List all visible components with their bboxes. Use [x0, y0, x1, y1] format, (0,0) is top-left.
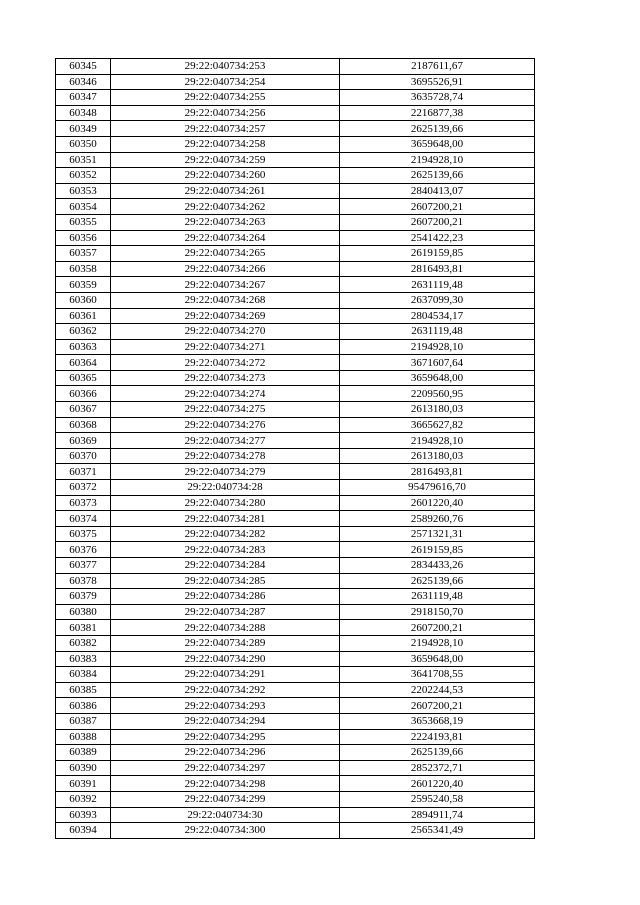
table-row: [56, 464, 535, 480]
value-cell: 2631119,48: [340, 324, 535, 340]
table-row: [56, 667, 535, 683]
cadastral-number-cell: 29:22:040734:270: [111, 324, 340, 340]
row-number-cell: 60360: [56, 292, 111, 308]
table-row: [56, 152, 535, 168]
value-cell: 2224193,81: [340, 729, 535, 745]
row-number-cell: 60369: [56, 433, 111, 449]
table-row: [56, 526, 535, 542]
row-number-cell: 60392: [56, 791, 111, 807]
cadastral-number-cell: 29:22:040734:277: [111, 433, 340, 449]
table-row: [56, 558, 535, 574]
row-number-cell: 60367: [56, 402, 111, 418]
cadastral-number-cell: 29:22:040734:269: [111, 308, 340, 324]
cadastral-number-cell: 29:22:040734:256: [111, 105, 340, 121]
cadastral-number-cell: 29:22:040734:282: [111, 526, 340, 542]
cadastral-number-cell: 29:22:040734:297: [111, 760, 340, 776]
cadastral-number-cell: 29:22:040734:262: [111, 199, 340, 215]
cadastral-number-cell: 29:22:040734:293: [111, 698, 340, 714]
cadastral-number-cell: 29:22:040734:280: [111, 495, 340, 511]
cadastral-number-cell: 29:22:040734:281: [111, 511, 340, 527]
value-cell: 2637099,30: [340, 292, 535, 308]
row-number-cell: 60351: [56, 152, 111, 168]
row-number-cell: 60378: [56, 573, 111, 589]
row-number-cell: 60394: [56, 823, 111, 839]
table-row: [56, 791, 535, 807]
table-row: [56, 604, 535, 620]
row-number-cell: 60393: [56, 807, 111, 823]
value-cell: 2834433,26: [340, 558, 535, 574]
table-row: [56, 402, 535, 418]
row-number-cell: 60357: [56, 246, 111, 262]
row-number-cell: 60346: [56, 74, 111, 90]
value-cell: 2601220,40: [340, 495, 535, 511]
value-cell: 2541422,23: [340, 230, 535, 246]
cadastral-number-cell: 29:22:040734:267: [111, 277, 340, 293]
cadastral-number-cell: 29:22:040734:261: [111, 183, 340, 199]
cadastral-number-cell: 29:22:040734:291: [111, 667, 340, 683]
row-number-cell: 60370: [56, 448, 111, 464]
value-cell: 2571321,31: [340, 526, 535, 542]
value-cell: 2619159,85: [340, 246, 535, 262]
table-row: [56, 729, 535, 745]
table-row: [56, 355, 535, 371]
table-row: [56, 620, 535, 636]
value-cell: 2607200,21: [340, 698, 535, 714]
document-page: [55, 58, 535, 839]
value-cell: 2804534,17: [340, 308, 535, 324]
value-cell: 2607200,21: [340, 620, 535, 636]
row-number-cell: 60385: [56, 682, 111, 698]
value-cell: 2613180,03: [340, 448, 535, 464]
row-number-cell: 60373: [56, 495, 111, 511]
value-cell: 2194928,10: [340, 339, 535, 355]
value-cell: 2607200,21: [340, 199, 535, 215]
value-cell: 3695526,91: [340, 74, 535, 90]
value-cell: 2625139,66: [340, 168, 535, 184]
value-cell: 2194928,10: [340, 433, 535, 449]
cadastral-number-cell: 29:22:040734:292: [111, 682, 340, 698]
table-row: [56, 417, 535, 433]
value-cell: 2607200,21: [340, 214, 535, 230]
cadastral-number-cell: 29:22:040734:290: [111, 651, 340, 667]
row-number-cell: 60354: [56, 199, 111, 215]
value-cell: 2216877,38: [340, 105, 535, 121]
cadastral-number-cell: 29:22:040734:299: [111, 791, 340, 807]
table-row: [56, 261, 535, 277]
row-number-cell: 60363: [56, 339, 111, 355]
table-row: [56, 230, 535, 246]
row-number-cell: 60347: [56, 90, 111, 106]
row-number-cell: 60366: [56, 386, 111, 402]
row-number-cell: 60388: [56, 729, 111, 745]
row-number-cell: 60359: [56, 277, 111, 293]
table-row: [56, 339, 535, 355]
cadastral-number-cell: 29:22:040734:254: [111, 74, 340, 90]
value-cell: 2816493,81: [340, 261, 535, 277]
table-row: [56, 542, 535, 558]
cadastral-number-cell: 29:22:040734:276: [111, 417, 340, 433]
value-cell: 3659648,00: [340, 370, 535, 386]
value-cell: 2202244,53: [340, 682, 535, 698]
table-row: [56, 136, 535, 152]
row-number-cell: 60350: [56, 136, 111, 152]
table-row: [56, 589, 535, 605]
cadastral-number-cell: 29:22:040734:295: [111, 729, 340, 745]
value-cell: 2187611,67: [340, 59, 535, 75]
row-number-cell: 60389: [56, 745, 111, 761]
row-number-cell: 60352: [56, 168, 111, 184]
value-cell: 2918150,70: [340, 604, 535, 620]
table-row: [56, 682, 535, 698]
row-number-cell: 60356: [56, 230, 111, 246]
cadastral-number-cell: 29:22:040734:271: [111, 339, 340, 355]
row-number-cell: 60374: [56, 511, 111, 527]
row-number-cell: 60390: [56, 760, 111, 776]
cadastral-number-cell: 29:22:040734:298: [111, 776, 340, 792]
cadastral-number-cell: 29:22:040734:268: [111, 292, 340, 308]
cadastral-number-cell: 29:22:040734:265: [111, 246, 340, 262]
value-cell: 2894911,74: [340, 807, 535, 823]
value-cell: 2852372,71: [340, 760, 535, 776]
row-number-cell: 60377: [56, 558, 111, 574]
table-row: [56, 573, 535, 589]
row-number-cell: 60387: [56, 713, 111, 729]
row-number-cell: 60372: [56, 480, 111, 496]
table-row: [56, 105, 535, 121]
row-number-cell: 60368: [56, 417, 111, 433]
value-cell: 2625139,66: [340, 573, 535, 589]
table-row: [56, 308, 535, 324]
value-cell: 2194928,10: [340, 635, 535, 651]
table-row: [56, 292, 535, 308]
row-number-cell: 60383: [56, 651, 111, 667]
table-row: [56, 183, 535, 199]
table-row: [56, 635, 535, 651]
value-cell: 2589260,76: [340, 511, 535, 527]
table-row: [56, 199, 535, 215]
cadastral-value-table: [55, 58, 535, 839]
table-row: [56, 386, 535, 402]
value-cell: 2209560,95: [340, 386, 535, 402]
table-row: [56, 760, 535, 776]
table-row: [56, 433, 535, 449]
table-row: [56, 807, 535, 823]
row-number-cell: 60365: [56, 370, 111, 386]
table-row: [56, 651, 535, 667]
cadastral-number-cell: 29:22:040734:253: [111, 59, 340, 75]
cadastral-number-cell: 29:22:040734:263: [111, 214, 340, 230]
table-row: [56, 776, 535, 792]
cadastral-number-cell: 29:22:040734:266: [111, 261, 340, 277]
table-row: [56, 370, 535, 386]
table-row: [56, 698, 535, 714]
value-cell: 2625139,66: [340, 745, 535, 761]
cadastral-number-cell: 29:22:040734:260: [111, 168, 340, 184]
cadastral-number-cell: 29:22:040734:296: [111, 745, 340, 761]
row-number-cell: 60391: [56, 776, 111, 792]
table-body: [56, 59, 535, 839]
table-row: [56, 168, 535, 184]
table-row: [56, 90, 535, 106]
row-number-cell: 60381: [56, 620, 111, 636]
row-number-cell: 60384: [56, 667, 111, 683]
value-cell: 3635728,74: [340, 90, 535, 106]
row-number-cell: 60371: [56, 464, 111, 480]
cadastral-number-cell: 29:22:040734:257: [111, 121, 340, 137]
row-number-cell: 60379: [56, 589, 111, 605]
cadastral-number-cell: 29:22:040734:283: [111, 542, 340, 558]
cadastral-number-cell: 29:22:040734:273: [111, 370, 340, 386]
row-number-cell: 60361: [56, 308, 111, 324]
table-row: [56, 74, 535, 90]
value-cell: 2613180,03: [340, 402, 535, 418]
cadastral-number-cell: 29:22:040734:272: [111, 355, 340, 371]
value-cell: 2840413,07: [340, 183, 535, 199]
table-row: [56, 511, 535, 527]
row-number-cell: 60386: [56, 698, 111, 714]
cadastral-number-cell: 29:22:040734:284: [111, 558, 340, 574]
value-cell: 95479616,70: [340, 480, 535, 496]
value-cell: 3653668,19: [340, 713, 535, 729]
row-number-cell: 60358: [56, 261, 111, 277]
cadastral-number-cell: 29:22:040734:274: [111, 386, 340, 402]
row-number-cell: 60353: [56, 183, 111, 199]
row-number-cell: 60362: [56, 324, 111, 340]
value-cell: 2631119,48: [340, 277, 535, 293]
cadastral-number-cell: 29:22:040734:287: [111, 604, 340, 620]
table-row: [56, 495, 535, 511]
row-number-cell: 60345: [56, 59, 111, 75]
row-number-cell: 60355: [56, 214, 111, 230]
table-row: [56, 745, 535, 761]
cadastral-number-cell: 29:22:040734:259: [111, 152, 340, 168]
cadastral-number-cell: 29:22:040734:275: [111, 402, 340, 418]
row-number-cell: 60382: [56, 635, 111, 651]
value-cell: 2631119,48: [340, 589, 535, 605]
table-row: [56, 277, 535, 293]
cadastral-number-cell: 29:22:040734:258: [111, 136, 340, 152]
cadastral-number-cell: 29:22:040734:28: [111, 480, 340, 496]
table-row: [56, 823, 535, 839]
table-row: [56, 713, 535, 729]
table-row: [56, 59, 535, 75]
table-row: [56, 214, 535, 230]
value-cell: 3659648,00: [340, 651, 535, 667]
value-cell: 2625139,66: [340, 121, 535, 137]
row-number-cell: 60349: [56, 121, 111, 137]
value-cell: 2619159,85: [340, 542, 535, 558]
cadastral-number-cell: 29:22:040734:286: [111, 589, 340, 605]
row-number-cell: 60364: [56, 355, 111, 371]
table-row: [56, 480, 535, 496]
value-cell: 3671607,64: [340, 355, 535, 371]
cadastral-number-cell: 29:22:040734:294: [111, 713, 340, 729]
cadastral-number-cell: 29:22:040734:279: [111, 464, 340, 480]
value-cell: 3641708,55: [340, 667, 535, 683]
cadastral-number-cell: 29:22:040734:264: [111, 230, 340, 246]
row-number-cell: 60348: [56, 105, 111, 121]
value-cell: 2194928,10: [340, 152, 535, 168]
value-cell: 3665627,82: [340, 417, 535, 433]
table-row: [56, 324, 535, 340]
cadastral-number-cell: 29:22:040734:300: [111, 823, 340, 839]
value-cell: 2601220,40: [340, 776, 535, 792]
value-cell: 2816493,81: [340, 464, 535, 480]
value-cell: 2595240,58: [340, 791, 535, 807]
value-cell: 3659648,00: [340, 136, 535, 152]
cadastral-number-cell: 29:22:040734:255: [111, 90, 340, 106]
cadastral-number-cell: 29:22:040734:285: [111, 573, 340, 589]
table-row: [56, 246, 535, 262]
row-number-cell: 60380: [56, 604, 111, 620]
table-row: [56, 121, 535, 137]
cadastral-number-cell: 29:22:040734:288: [111, 620, 340, 636]
cadastral-number-cell: 29:22:040734:278: [111, 448, 340, 464]
table-row: [56, 448, 535, 464]
cadastral-number-cell: 29:22:040734:30: [111, 807, 340, 823]
cadastral-number-cell: 29:22:040734:289: [111, 635, 340, 651]
value-cell: 2565341,49: [340, 823, 535, 839]
row-number-cell: 60376: [56, 542, 111, 558]
row-number-cell: 60375: [56, 526, 111, 542]
